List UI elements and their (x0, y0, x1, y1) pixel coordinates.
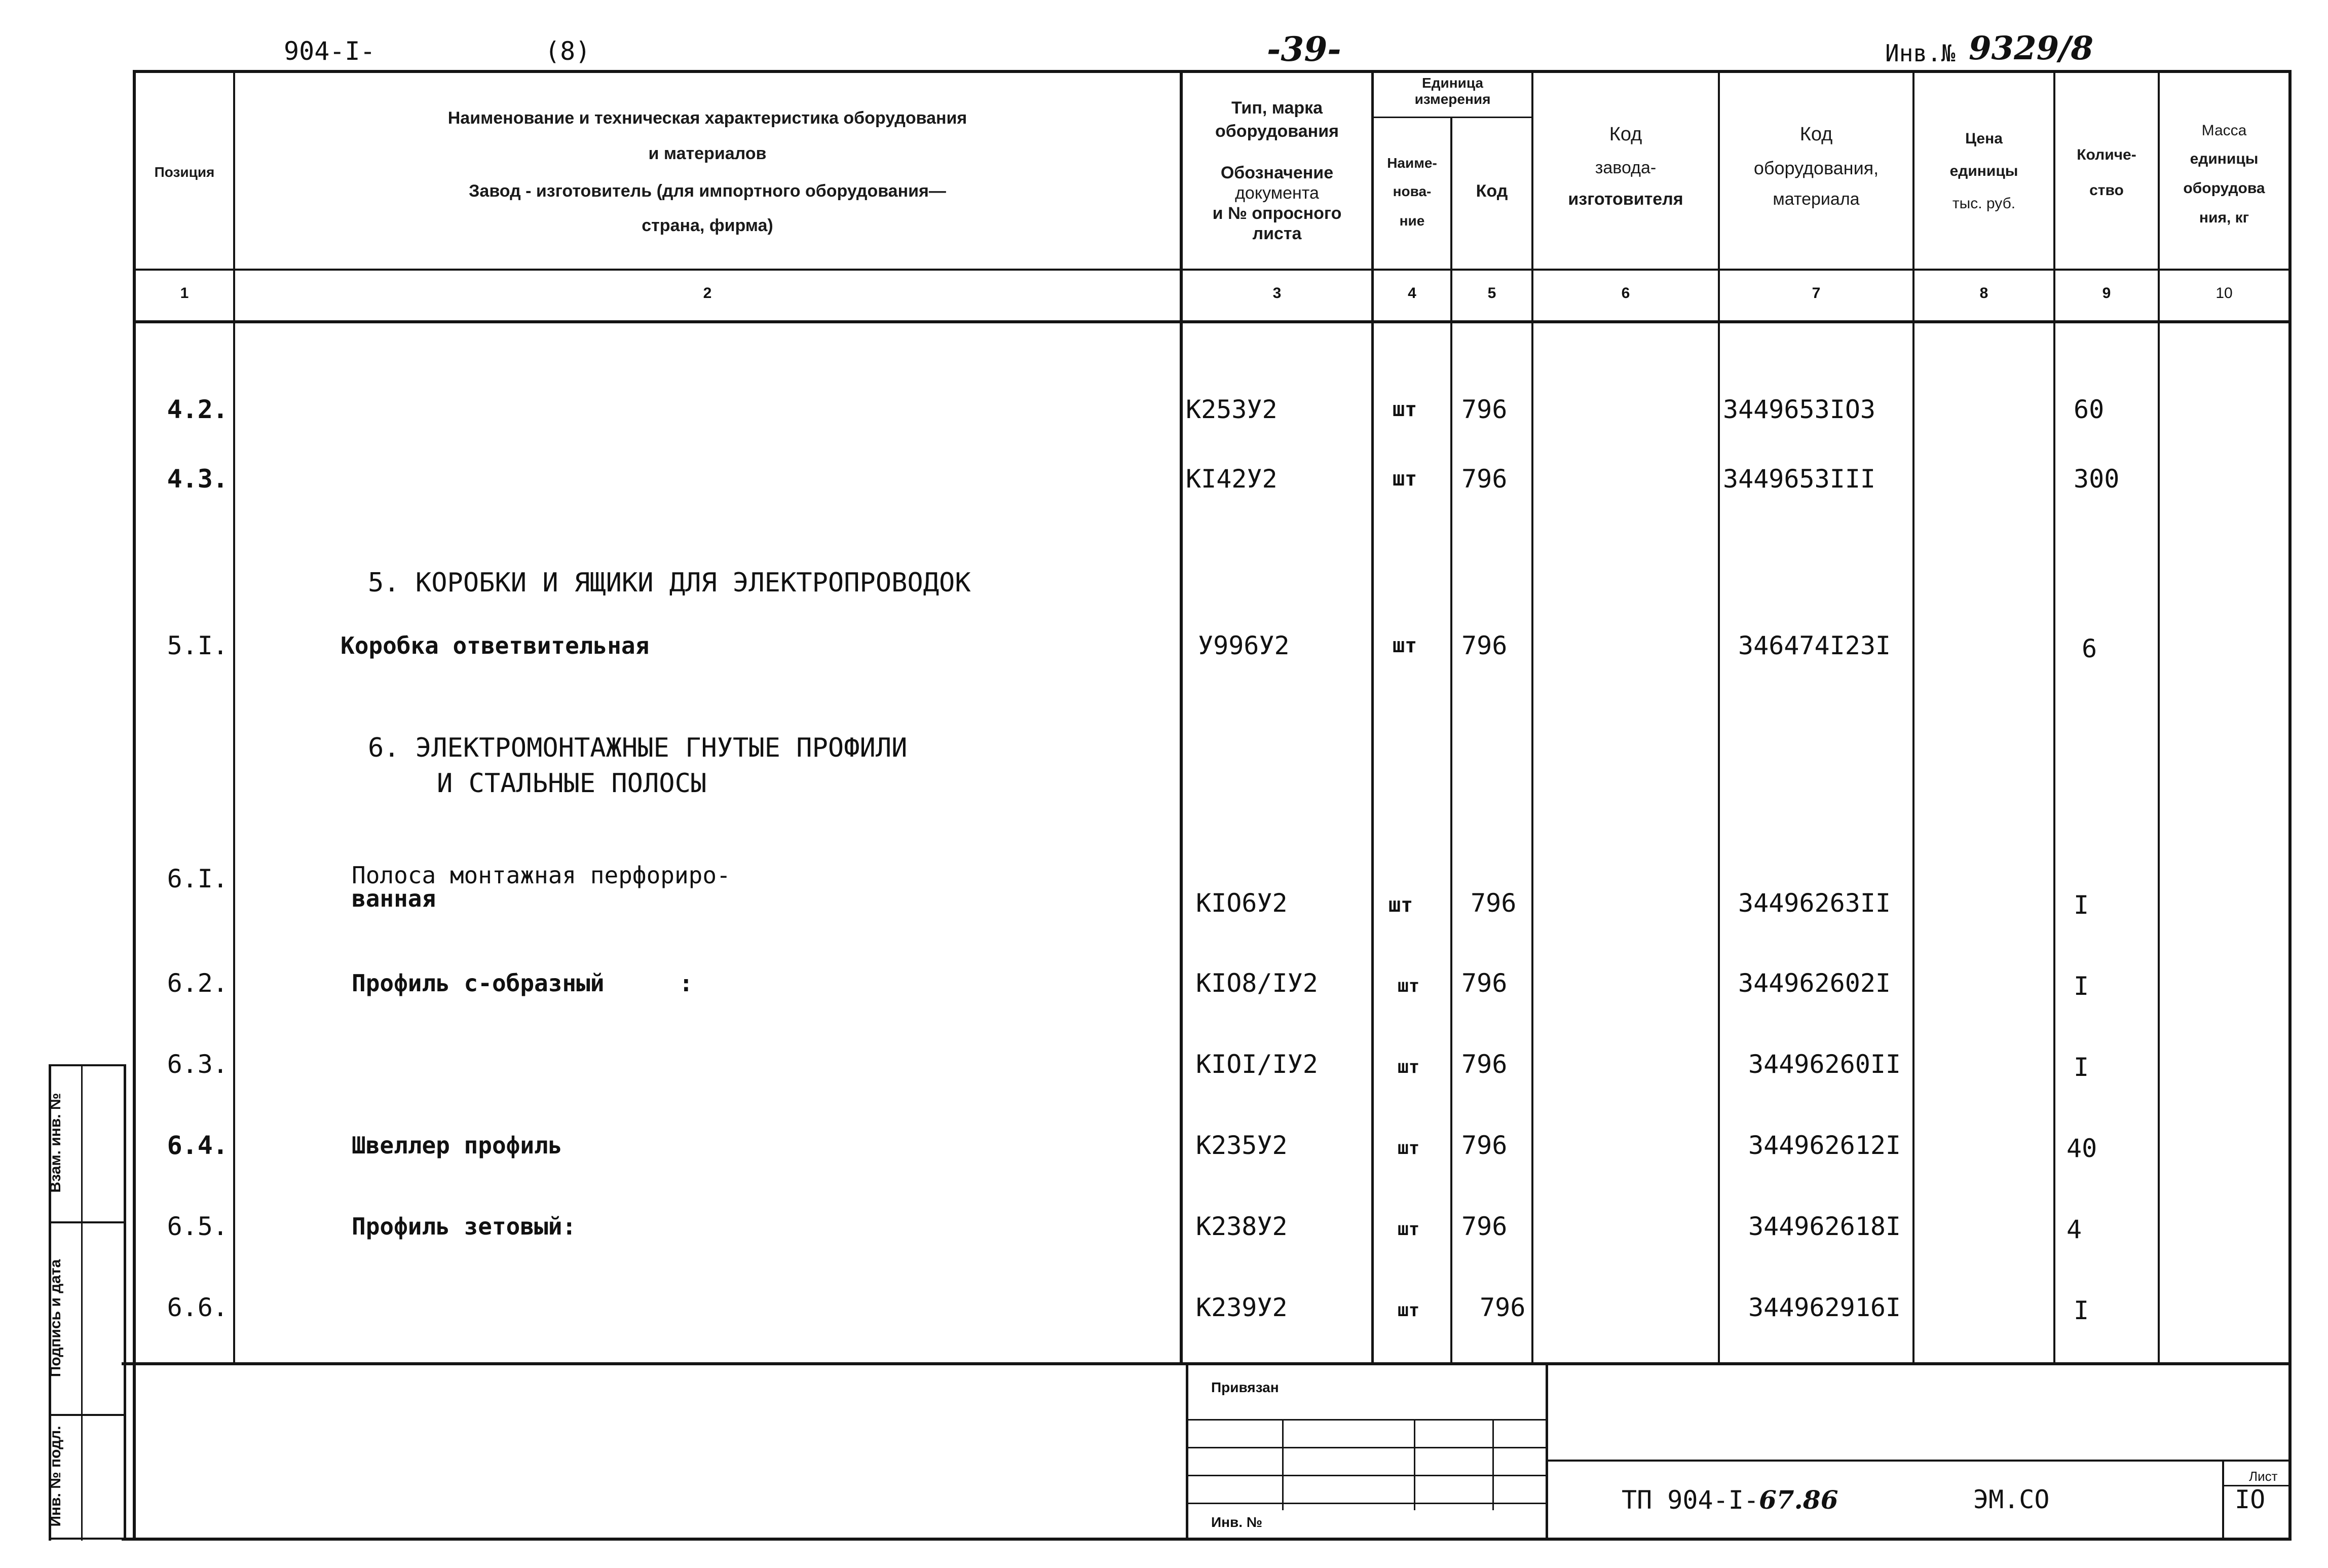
header-price-line1: Цена (1965, 130, 2003, 147)
row-6-4-quantity: 40 (2067, 1134, 2097, 1163)
colnum-9: 9 (2102, 285, 2111, 302)
colnum-5: 5 (1487, 285, 1496, 302)
col-line-5 (1531, 70, 1533, 1363)
col-line-2 (1180, 70, 1183, 1363)
row-6-6-equip-code: 344962916I (1748, 1293, 1901, 1322)
row-6-1-equip-code: 34496263II (1738, 888, 1891, 918)
side-original-inv: Инв. № подл. (47, 1426, 64, 1527)
header-mass-line3: оборудова (2183, 180, 2265, 197)
row-5-1-type: У996У2 (1198, 631, 1290, 660)
row-6-1-name-cont: ванная (352, 885, 436, 912)
row-6-2-equip-code: 344962602I (1738, 968, 1891, 998)
row-6-6-unit: шт (1398, 1300, 1420, 1321)
row-6-3-quantity: I (2074, 1053, 2089, 1082)
row-6-6-quantity: I (2074, 1296, 2089, 1325)
row-5-1-unit: шт (1393, 634, 1417, 657)
row-6-1-type: KIO6У2 (1196, 888, 1288, 918)
row-4-3-equip-code: 3449653III (1723, 464, 1876, 494)
row-5-1-quantity: 6 (2082, 634, 2097, 663)
row-5-1-name: Коробка ответвительная (341, 632, 650, 659)
stamp-title-line (1548, 1460, 2291, 1462)
row-4-3-code: 796 (1461, 464, 1508, 494)
colnum-2: 2 (703, 285, 712, 302)
row-6-3-code: 796 (1461, 1050, 1508, 1079)
colnum-7: 7 (1812, 285, 1821, 302)
row-6-5-equip-code: 344962618I (1748, 1212, 1901, 1241)
header-equip-line1: Код (1799, 124, 1833, 145)
header-name-line2: и материалов (648, 144, 767, 163)
stamp-doc-code-hand: 67.86 (1758, 1485, 1838, 1515)
row-6-3-unit: шт (1398, 1057, 1420, 1077)
header-doc-line3: и № опросного (1212, 204, 1342, 223)
header-unit-code: Код (1476, 181, 1508, 201)
stamp-doc-code (1622, 1485, 1838, 1515)
side-box-inner (81, 1064, 83, 1541)
header-maker-line1: Код (1609, 124, 1642, 145)
header-doc-line2: документа (1235, 183, 1319, 203)
row-4-3-position: 4.3. (167, 464, 228, 494)
row-4-2-code: 796 (1461, 395, 1508, 424)
header-type-line1: Тип, марка (1231, 98, 1323, 118)
row-6-4-unit: шт (1398, 1138, 1420, 1159)
row-6-1-position: 6.I. (167, 864, 228, 893)
stamp-sheet-number: IO (2235, 1485, 2266, 1514)
row-6-5-unit: шт (1398, 1219, 1420, 1240)
row-6-6-code: 796 (1480, 1293, 1526, 1322)
col-line-1 (233, 70, 235, 1363)
row-6-5-type: K238У2 (1196, 1212, 1288, 1241)
colnum-1: 1 (180, 285, 189, 302)
stamp-grid-v3 (1492, 1419, 1494, 1510)
side-signature-date: Подпись и дата (47, 1259, 64, 1377)
header-equip-line2: оборудования, (1753, 158, 1879, 178)
col-line-3 (1371, 70, 1374, 1363)
row-4-3-type: KI42У2 (1186, 464, 1278, 494)
row-6-1-code: 796 (1471, 888, 1517, 918)
header-mass-line2: единицы (2190, 151, 2259, 167)
body-bottom (122, 1362, 2292, 1365)
row-6-5-code: 796 (1461, 1212, 1508, 1241)
row-4-2-type: K253У2 (1186, 395, 1278, 424)
row-5-1-equip-code: 346474I23I (1738, 631, 1891, 660)
side-box-bottom (49, 1538, 125, 1540)
row-6-2-quantity: I (2074, 972, 2089, 1001)
side-box-sep1 (49, 1221, 125, 1223)
frame-top (133, 70, 2292, 73)
header-mass-line1: Масса (2201, 122, 2247, 139)
section-5-title: 5. КОРОБКИ И ЯЩИКИ ДЛЯ ЭЛЕКТРОПРОВОДОК (368, 568, 971, 598)
header-qty-line2: ство (2089, 182, 2124, 199)
colnum-8: 8 (1979, 285, 1988, 302)
row-6-4-code: 796 (1461, 1131, 1508, 1160)
row-6-4-position: 6.4. (167, 1131, 228, 1160)
header-name-line4: страна, фирма) (642, 216, 773, 235)
stamp-grid-v2 (1414, 1419, 1415, 1510)
row-4-3-unit: шт (1393, 467, 1417, 491)
stamp-attached-label: Привязан (1211, 1379, 1279, 1395)
col-line-6 (1718, 70, 1720, 1363)
row-5-1-code: 796 (1461, 631, 1508, 660)
unit-group-line (1373, 117, 1531, 118)
stamp-doc-code-prefix: ТП 904-I- (1622, 1485, 1759, 1515)
row-6-6-type: K239У2 (1196, 1293, 1288, 1322)
header-type-line2: оборудования (1215, 122, 1339, 141)
page-number: -39- (1267, 29, 1341, 69)
row-5-1-position: 5.I. (167, 631, 228, 660)
header-mass-line4: ния, кг (2199, 209, 2249, 226)
col-line-7 (1912, 70, 1914, 1363)
header-position: Позиция (154, 164, 215, 180)
col-line-4 (1450, 117, 1452, 1363)
header-unit-line1: Единица (1422, 75, 1483, 91)
row-6-2-name-suffix: : (679, 969, 693, 997)
row-4-2-quantity: 60 (2074, 395, 2105, 424)
colnum-4: 4 (1408, 285, 1416, 302)
series-code: 904-I- (284, 36, 376, 66)
header-name-line3: Завод - изготовитель (для импортного оборудования— (469, 181, 946, 201)
stamp-left (1186, 1362, 1188, 1540)
colnum-divider (133, 320, 2292, 323)
series-part: (8) (545, 36, 591, 66)
row-6-4-name: Швеллер профиль (352, 1132, 562, 1159)
row-6-2-position: 6.2. (167, 968, 228, 998)
header-qty-line1: Количе- (2077, 146, 2136, 163)
inventory-number: 9329/8 (1969, 29, 2094, 67)
header-equip-line3: материала (1773, 190, 1860, 209)
row-6-3-equip-code: 34496260II (1748, 1050, 1901, 1079)
stamp-grid-v1 (1282, 1419, 1284, 1510)
section-6-title-line2: И СТАЛЬНЫЕ ПОЛОСЫ (437, 768, 707, 799)
row-6-3-position: 6.3. (167, 1050, 228, 1079)
frame-right (2288, 70, 2292, 1540)
header-unit-line2: измерения (1414, 91, 1491, 107)
side-box-right (124, 1064, 126, 1541)
header-doc-line1: Обозначение (1220, 163, 1334, 182)
row-6-6-position: 6.6. (167, 1293, 228, 1322)
row-4-2-equip-code: 3449653IO3 (1723, 395, 1876, 424)
header-unit-name-line1: Наиме- (1387, 155, 1437, 171)
stamp-sheet-label: Лист (2249, 1469, 2278, 1484)
row-6-4-type: K235У2 (1196, 1131, 1288, 1160)
row-4-2-unit: шт (1393, 398, 1417, 421)
row-6-5-name: Профиль зетовый: (352, 1213, 577, 1240)
col-line-8 (2053, 70, 2055, 1363)
header-name-line1: Наименование и техническая характеристика оборудования (447, 108, 967, 128)
stamp-inv-label: Инв. № (1211, 1514, 1263, 1530)
inventory-label: Инв.№ (1885, 40, 1956, 67)
side-replacement-inv: Взам. инв. № (47, 1093, 64, 1193)
colnum-3: 3 (1272, 285, 1282, 302)
header-unit-name-line3: ние (1399, 213, 1425, 229)
col-line-9 (2158, 70, 2160, 1363)
row-6-1-quantity: I (2074, 890, 2089, 920)
header-maker-line3: изготовителя (1568, 190, 1683, 209)
row-6-2-unit: шт (1398, 976, 1420, 996)
row-6-2-name: Профиль с-образный (352, 969, 605, 997)
header-divider (133, 269, 2292, 271)
row-6-1-name: Полоса монтажная перфориро- (352, 862, 731, 889)
row-6-3-type: KIOI/IУ2 (1196, 1050, 1318, 1079)
row-4-3-quantity: 300 (2074, 464, 2120, 494)
stamp-mark: ЭМ.СО (1973, 1485, 2050, 1514)
row-6-5-quantity: 4 (2067, 1215, 2082, 1244)
frame-bottom (122, 1538, 2292, 1541)
colnum-10: 10 (2216, 285, 2233, 302)
header-price-line3: тыс. руб. (1952, 195, 2016, 212)
row-6-4-equip-code: 344962612I (1748, 1131, 1901, 1160)
row-6-5-position: 6.5. (167, 1212, 228, 1241)
side-box-top (49, 1064, 125, 1066)
stamp-mid (1546, 1362, 1548, 1540)
header-unit-name-line2: нова- (1393, 183, 1432, 199)
row-6-1-unit: шт (1388, 893, 1413, 917)
row-6-2-type: KIO8/IУ2 (1196, 968, 1318, 998)
section-6-title-line1: 6. ЭЛЕКТРОМОНТАЖНЫЕ ГНУТЫЕ ПРОФИЛИ (368, 733, 908, 763)
stamp-sheet-left (2222, 1462, 2224, 1540)
header-doc-line4: листа (1252, 224, 1302, 243)
row-6-2-code: 796 (1461, 968, 1508, 998)
header-maker-line2: завода- (1595, 158, 1657, 177)
colnum-6: 6 (1621, 285, 1630, 302)
header-price-line2: единицы (1949, 163, 2018, 179)
row-4-2-position: 4.2. (167, 395, 228, 424)
